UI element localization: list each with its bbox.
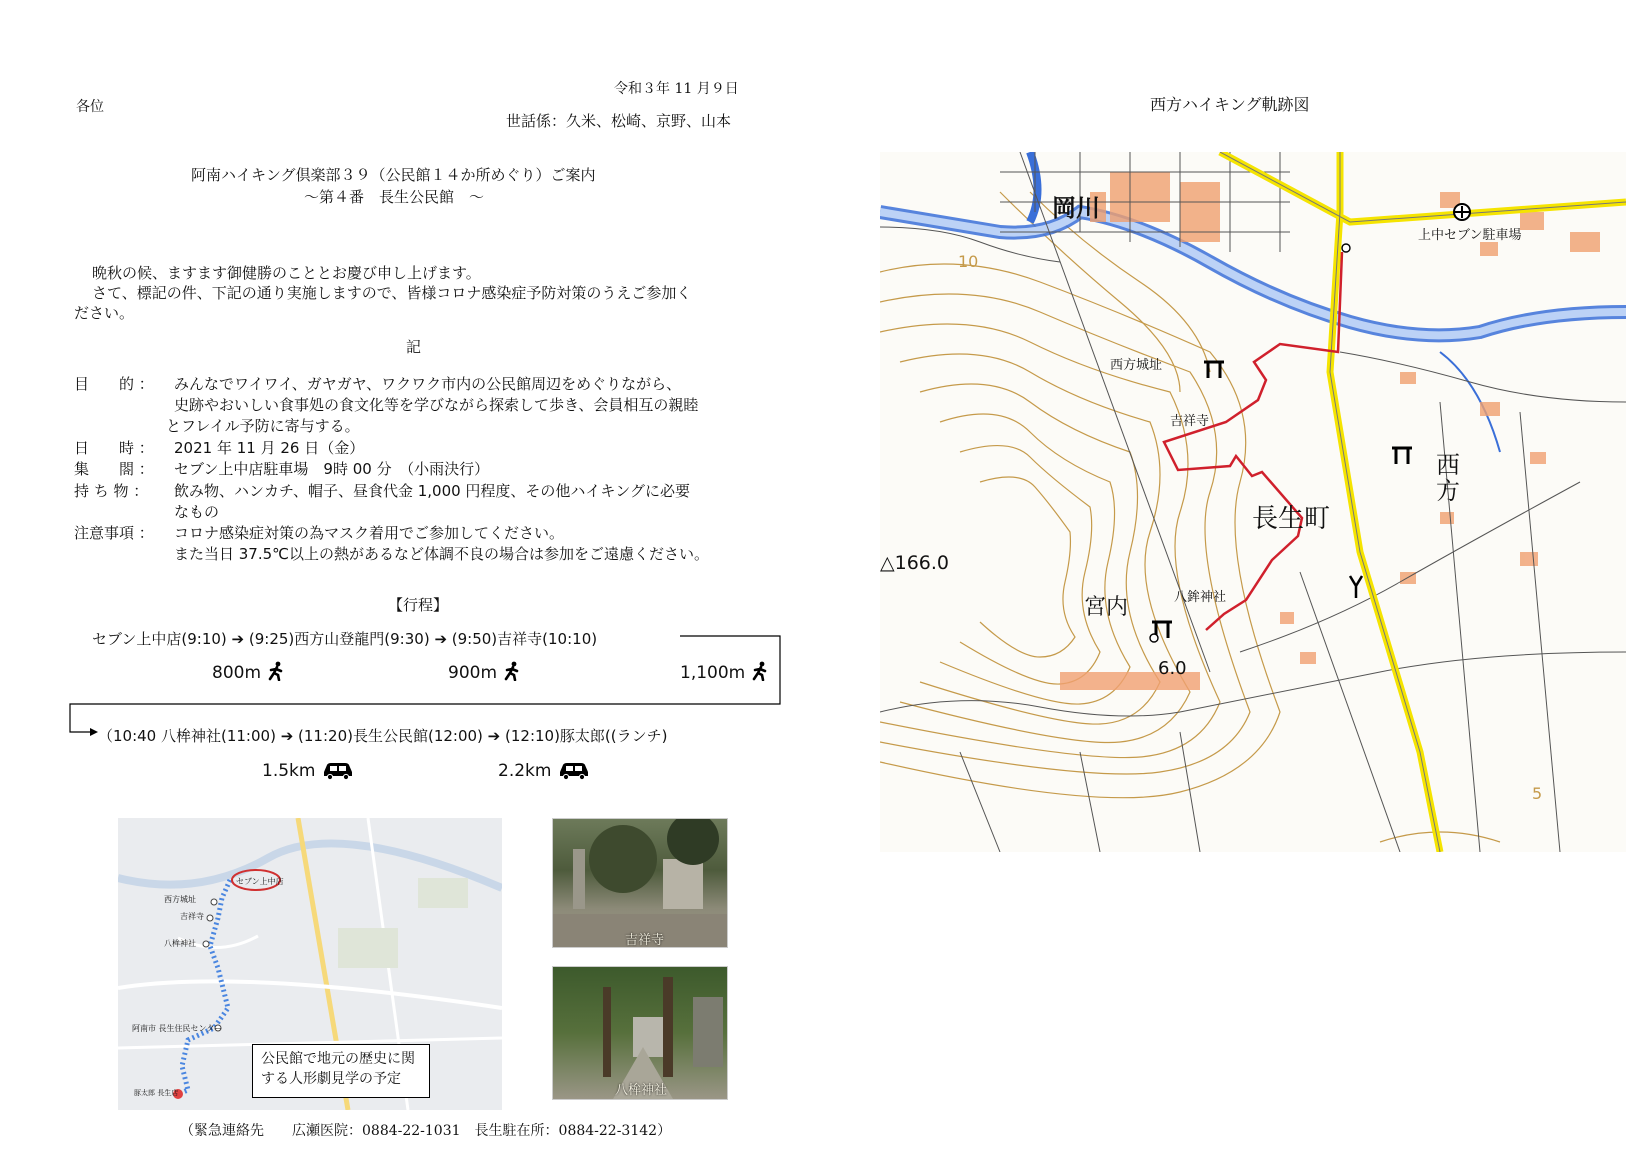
label-contour5: 5 [1532,784,1543,803]
ki-heading: 記 [406,338,422,356]
purpose-line-3: とフレイル予防に寄与する。 [166,417,360,435]
photo-kisshoji [552,818,728,948]
purpose-label: 目 的 ： [74,375,154,393]
leg-2-2km-label: 2.2km [498,761,552,781]
label-temple: 吉祥寺 [1170,414,1210,429]
organizers: 世話係：久米、松崎、京野、山本 [506,112,732,130]
leg-1100m-label: 1,100m [680,663,746,683]
label-shrine: 八鉾神社 [1174,590,1227,605]
map-title: 西方ハイキング軌跡図 [1150,95,1310,114]
photo-shrine-caption: 八桙神社 [615,1083,668,1098]
map-label-buta: 豚太郎 長生店 [134,1089,179,1097]
label-castle: 西方城址 [1110,358,1163,373]
walker-icon [751,661,769,681]
notes-line-1: コロナ感染症対策の為マスク着用でご参加してください。 [174,524,565,542]
label-contour10: 10 [958,252,979,271]
itinerary-heading: 【行程】 [388,596,449,614]
map-label-shrine: 八桙神社 [164,939,196,948]
topographic-map [880,152,1626,852]
walker-icon [267,661,285,681]
date-value: 2021 年 11 月 26 日（金） [174,439,365,457]
map-label-center: 阿南市 長生住民センター [132,1024,223,1033]
leg-1100m [680,661,769,683]
document-date: 令和３年 11 月９日 [614,81,739,97]
event-title: 阿南ハイキング倶楽部３９（公民館１４か所めぐり）ご案内 [191,166,596,184]
photo-yahoko-shrine [552,966,728,1100]
label-nishikata: 西方 [1436,451,1460,505]
addressee: 各位 [76,99,104,115]
map-label-temple: 吉祥寺 [180,912,204,921]
leg-2-2km [498,760,591,781]
notes-label: 注意事項 ： [74,524,154,542]
map-note: 公民館で地元の歴史に関する人形劇見学の予定 [252,1044,430,1098]
leg-1-5km-label: 1.5km [262,761,316,781]
leg-900m-label: 900m [448,663,498,683]
label-parking: 上中セブン駐車場 [1418,228,1522,243]
label-miyauchi: 宮内 [1084,595,1129,620]
greeting-line-3: ださい。 [74,304,135,322]
walker-icon [503,661,521,681]
photo-kisshoji-caption: 吉祥寺 [625,933,665,948]
label-town: 長生町 [1252,504,1331,534]
notes-line-2: また当日 37.5℃以上の熱があるなど体調不良の場合は参加をご遠慮ください。 [174,545,710,563]
meet-label: 集 閤 ： [74,460,154,478]
event-subtitle: ～第４番 長生公民館 ～ [304,188,485,206]
leg-1-5km [262,760,355,781]
photo-kisshoji-drawing [553,819,727,947]
map-label-seven: セブン上中店 [236,877,284,886]
date-label: 日 時 ： [74,439,154,457]
items-line-2: なもの [174,503,220,521]
leg-900m [448,661,521,683]
greeting-line-2: さて、標記の件、下記の通り実施しますので、皆様コロナ感染症予防対策のうえご参加く [92,284,692,302]
leg-800m-label: 800m [212,663,262,683]
map-label-castle: 西方城址 [164,895,196,904]
purpose-line-2: 史跡やおいしい食事処の食文化等を学びながら探索して歩き、会員相互の親睦 [174,396,699,414]
meet-value: セブン上中店駐車場 9時 00 分 （小雨決行） [174,460,490,478]
leg-800m [212,661,285,683]
purpose-line-1: みんなでワイワイ、ガヤガヤ、ワクワク市内の公民館周辺をめぐりながら、 [174,375,682,393]
car-icon [557,760,591,780]
itinerary-row-1: セブン上中店(9:10) ➔ (9:25)西方山登龍門(9:30) ➔ (9:50)吉祥寺(10:10) [92,628,603,649]
label-elev60: 6.0 [1158,658,1187,679]
emergency-contacts: （緊急連絡先 広瀬医院：0884-22-1031 長生駐在所：0884-22-3142） [180,1123,672,1139]
label-river: 岡川 [1052,194,1100,222]
itinerary-row-2: （10:40 八桙神社(11:00) ➔ (11:20)長生公民館(12:00) ➔ (12:10)豚太郎((ランチ) [98,727,668,745]
items-line-1: 飲み物、ハンカチ、帽子、昼食代金 1,000 円程度、その他ハイキングに必要 [174,482,690,500]
greeting-line-1: 晩秋の候、ますます御健勝のこととお慶び申し上げます。 [92,264,481,282]
car-icon [321,760,355,780]
label-peak: △166.0 [880,552,950,574]
items-label: 持 ち 物 ： [74,482,149,500]
